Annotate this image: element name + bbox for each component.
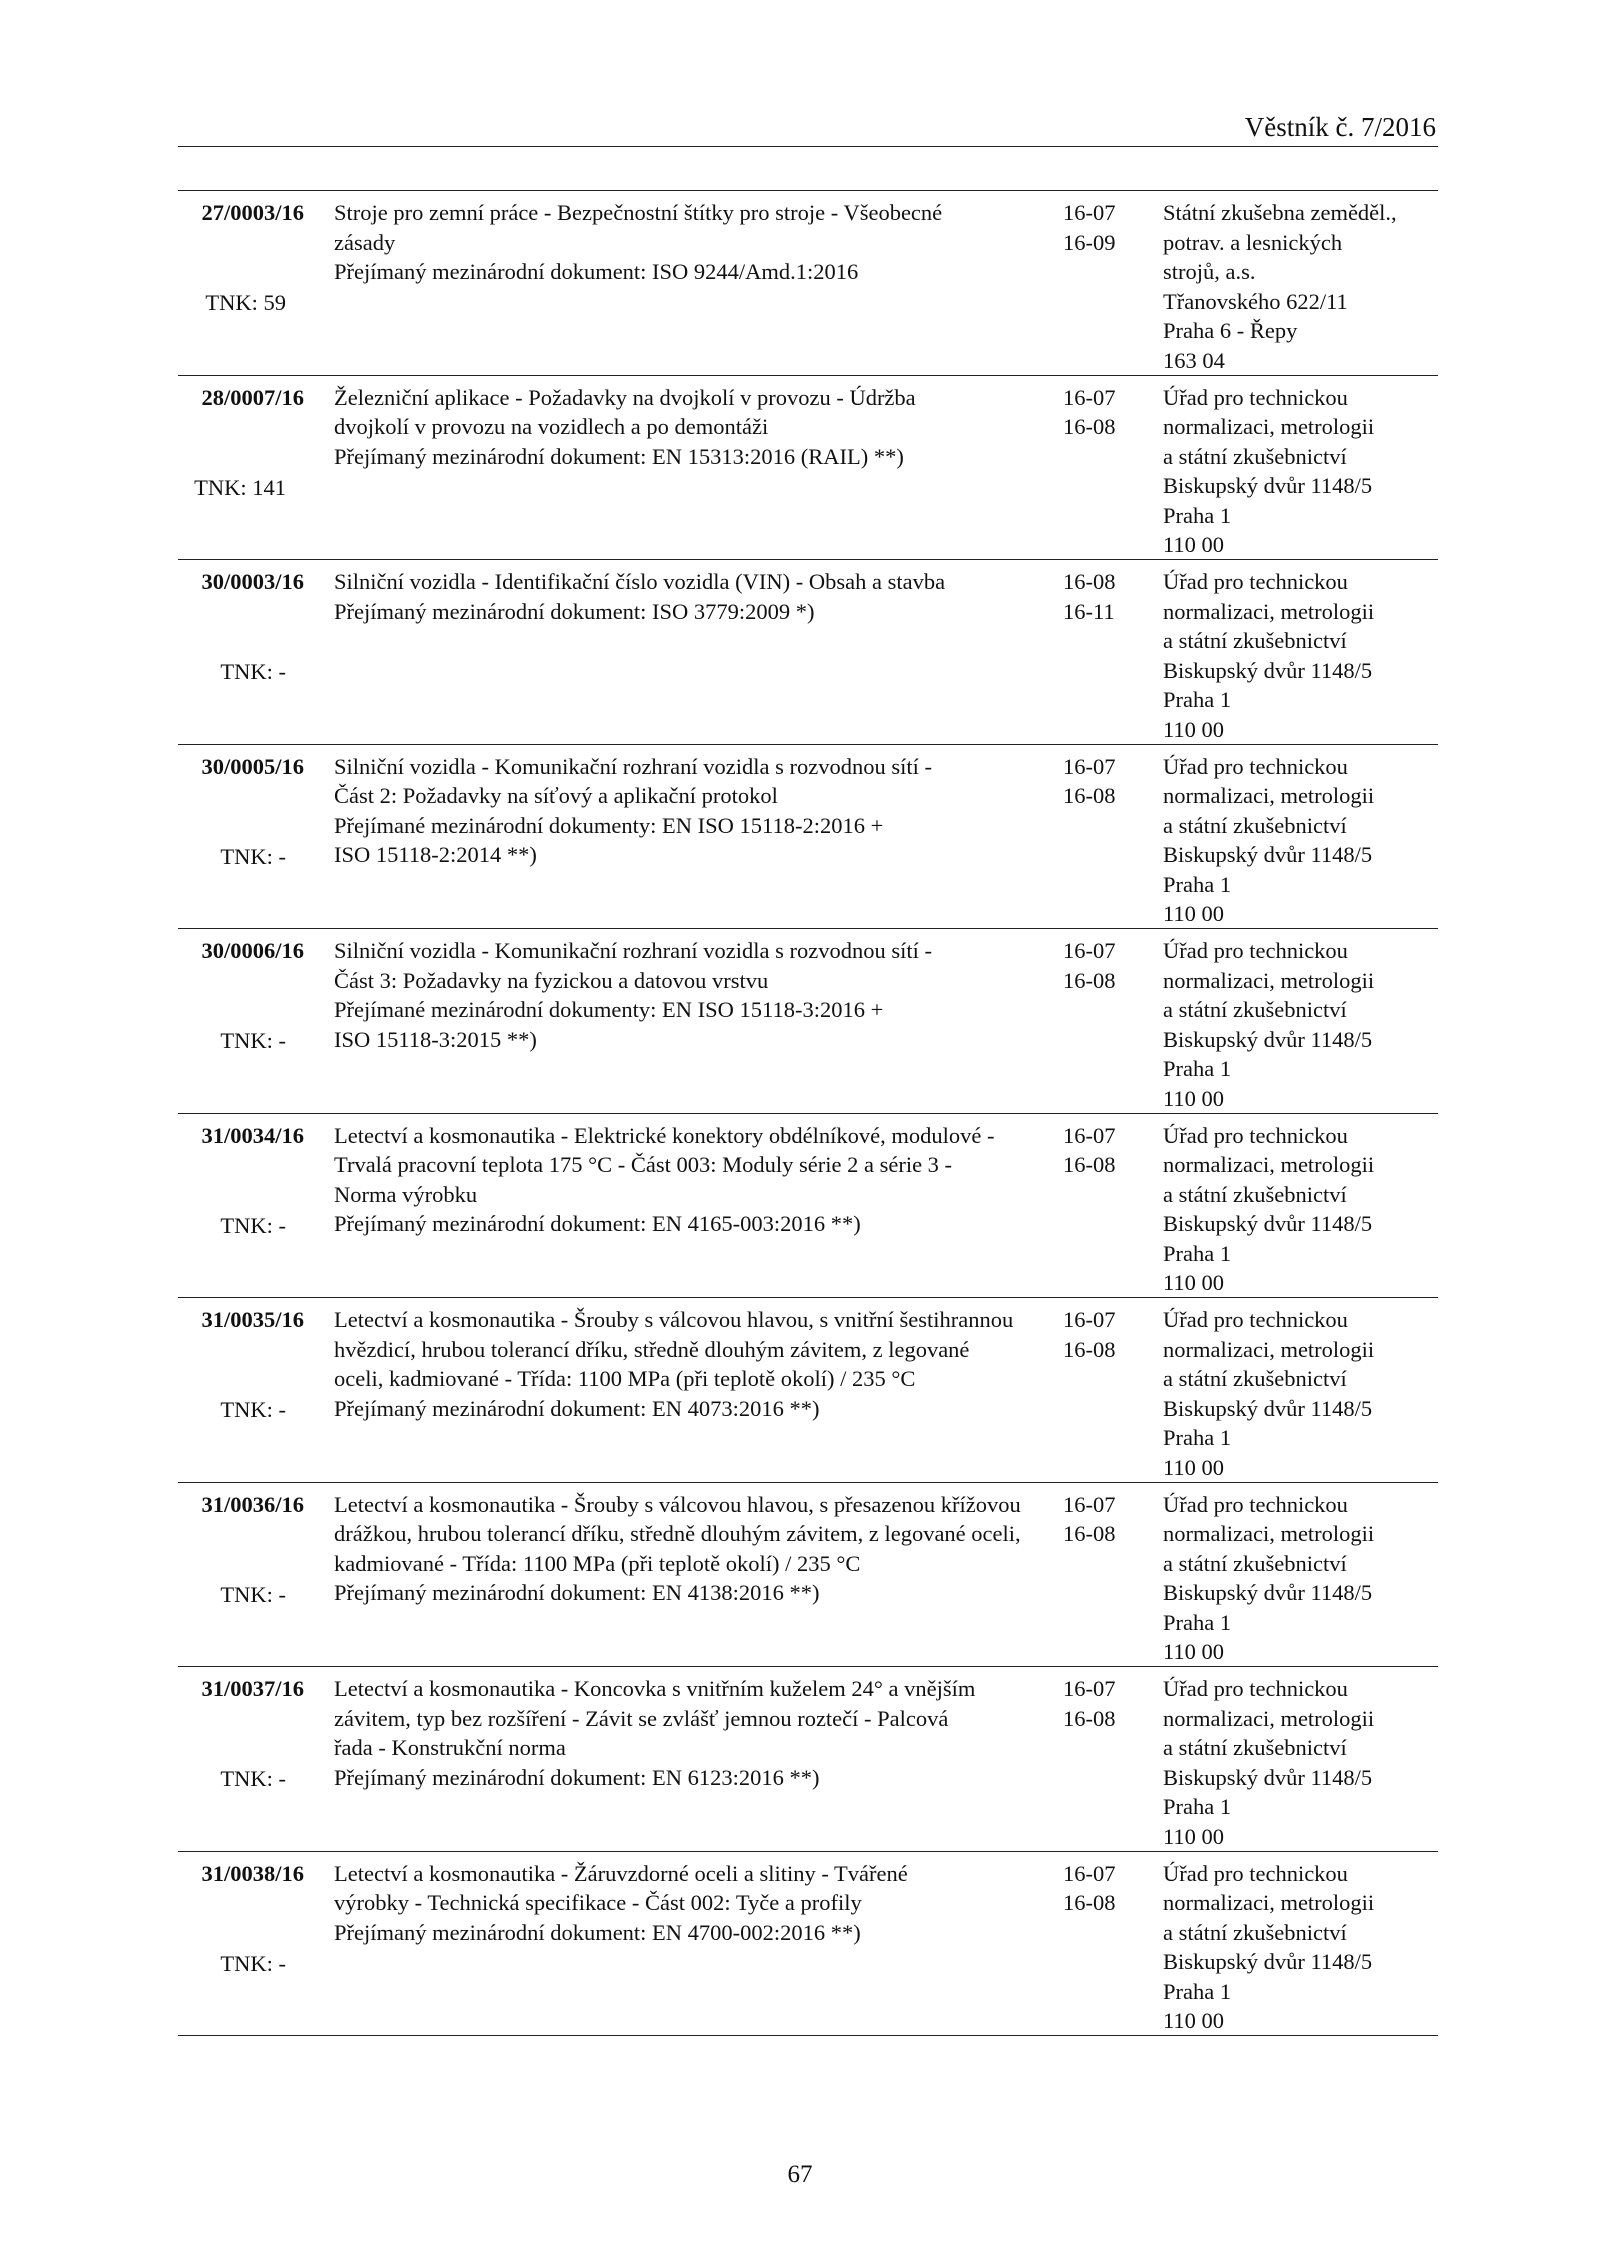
description-line: Přejímaný mezinárodní dokument: EN 4165-003:2016 **)	[334, 1211, 861, 1236]
entry-codes	[1063, 936, 1143, 995]
institution-line: Úřad pro technickou	[1163, 384, 1348, 410]
entry-codes	[1063, 1121, 1143, 1180]
institution-line: normalizaci, metrologii	[1163, 783, 1375, 808]
code-line: 16-11	[1063, 598, 1115, 624]
description-line: dvojkolí v provozu na vozidlech a po demontáži	[334, 414, 769, 439]
institution-line: Praha 1	[1163, 1425, 1232, 1450]
entry-number: 31/0034/16	[201, 1122, 304, 1148]
institution-line: Úřad pro technickou	[1163, 1122, 1348, 1148]
institution-line: a státní zkušebnictví	[1163, 1181, 1347, 1207]
institution-line: strojů, a.s.	[1163, 259, 1256, 284]
code-line: 16-07	[1063, 1860, 1116, 1886]
institution-line: a státní zkušebnictví	[1163, 628, 1347, 653]
entry-number: 27/0003/16	[201, 200, 304, 225]
code-line: 16-08	[1063, 967, 1116, 993]
entry-institution	[1163, 1859, 1438, 2036]
institution-line: Praha 1	[1163, 1978, 1232, 2004]
institution-line: normalizaci, metrologii	[1163, 1521, 1375, 1546]
code-line: 16-08	[1063, 414, 1116, 439]
description-line: Přejímaný mezinárodní dokument: ISO 9244/Amd.1:2016	[334, 259, 859, 284]
description-line: závitem, typ bez rozšíření - Závit se zvlášť jemnou roztečí - Palcová	[334, 1705, 949, 1731]
entry-number: 30/0005/16	[201, 753, 304, 779]
description-line: Přejímané mezinárodní dokumenty: EN ISO 15118-3:2016 +	[334, 997, 884, 1022]
description-line: ISO 15118-2:2014 **)	[334, 842, 537, 867]
institution-line: Praha 1	[1163, 502, 1232, 528]
entry-institution	[1163, 1674, 1438, 1851]
institution-line: 110 00	[1163, 2008, 1225, 2033]
institution-line: Praha 1	[1163, 1794, 1232, 1819]
institution-line: normalizaci, metrologii	[1163, 967, 1375, 993]
entry-institution	[1163, 936, 1438, 1113]
entry-codes	[1063, 1859, 1143, 1918]
description-line: Část 3: Požadavky na fyzickou a datovou vrstvu	[334, 967, 769, 993]
description-line: Letectví a kosmonautika - Elektrické konektory obdélníkové, modulové -	[334, 1122, 995, 1148]
code-line: 16-07	[1063, 1307, 1116, 1332]
entry-institution	[1163, 752, 1438, 929]
institution-line: Státní zkušebna zeměděl.,	[1163, 200, 1397, 225]
code-line: 16-08	[1063, 1152, 1116, 1177]
entry-tnk: TNK: -	[220, 843, 286, 869]
institution-line: Třanovského 622/11	[1163, 288, 1348, 314]
description-line: hvězdicí, hrubou tolerancí dříku, středně dlouhým závitem, z legované	[334, 1336, 970, 1362]
institution-line: Úřad pro technickou	[1163, 1307, 1348, 1332]
entry-codes	[1063, 198, 1143, 257]
code-line: 16-07	[1063, 1491, 1116, 1517]
institution-line: 110 00	[1163, 1085, 1225, 1111]
page-number: 67	[787, 2161, 813, 2188]
description-line: Přejímaný mezinárodní dokument: EN 15313:2016 (RAIL) **)	[334, 443, 904, 469]
institution-line: Praha 1	[1163, 1056, 1232, 1081]
institution-line: 110 00	[1163, 901, 1225, 926]
institution-line: Úřad pro technickou	[1163, 938, 1348, 963]
institution-line: 110 00	[1163, 1270, 1225, 1295]
description-line: Letectví a kosmonautika - Žáruvzdorné oceli a slitiny - Tvářené	[334, 1860, 908, 1886]
standard-entry	[178, 1667, 1438, 1852]
entry-tnk: TNK: -	[220, 1766, 286, 1791]
institution-line: Biskupský dvůr 1148/5	[1163, 1395, 1373, 1421]
code-line: 16-08	[1063, 1890, 1116, 1915]
institution-line: Biskupský dvůr 1148/5	[1163, 1949, 1373, 1974]
institution-line: 110 00	[1163, 716, 1225, 742]
code-line: 16-08	[1063, 569, 1116, 594]
standard-entry	[178, 1852, 1438, 2037]
entry-tnk: TNK: -	[220, 1581, 286, 1607]
institution-line: potrav. a lesnických	[1163, 229, 1343, 255]
code-line: 16-08	[1063, 1521, 1116, 1546]
entry-institution	[1163, 1490, 1438, 1667]
institution-line: 163 04	[1163, 347, 1225, 373]
institution-line: Biskupský dvůr 1148/5	[1163, 1580, 1373, 1605]
code-line: 16-08	[1063, 1705, 1116, 1731]
institution-line: Úřad pro technickou	[1163, 753, 1348, 779]
entry-codes	[1063, 383, 1143, 442]
description-line: kadmiované - Třída: 1100 MPa (při teplotě okolí) / 235 °C	[334, 1550, 861, 1576]
institution-line: 110 00	[1163, 1454, 1225, 1480]
institution-line: normalizaci, metrologii	[1163, 414, 1375, 439]
institution-line: a státní zkušebnictví	[1163, 812, 1347, 838]
institution-line: a státní zkušebnictví	[1163, 1919, 1347, 1945]
entry-institution	[1163, 1121, 1438, 1298]
description-line: Letectví a kosmonautika - Šrouby s válcovou hlavou, s přesazenou křížovou	[334, 1491, 1021, 1517]
entry-institution	[1163, 1305, 1438, 1482]
institution-line: Úřad pro technickou	[1163, 1491, 1348, 1517]
entry-codes	[1063, 567, 1143, 626]
description-line: řada - Konstrukční norma	[334, 1735, 566, 1760]
description-line: ISO 15118-3:2015 **)	[334, 1026, 537, 1052]
entry-number: 31/0037/16	[201, 1676, 304, 1701]
description-line: Část 2: Požadavky na síťový a aplikační protokol	[334, 783, 778, 808]
institution-line: Úřad pro technickou	[1163, 569, 1348, 594]
entry-codes	[1063, 1490, 1143, 1549]
standards-list	[178, 190, 1438, 2036]
description-line: Letectví a kosmonautika - Šrouby s válcovou hlavou, s vnitřní šestihrannou	[334, 1307, 1014, 1332]
institution-line: Biskupský dvůr 1148/5	[1163, 842, 1373, 867]
institution-line: 110 00	[1163, 1823, 1225, 1849]
institution-line: Praha 1	[1163, 1609, 1232, 1635]
description-line: Silniční vozidla - Komunikační rozhraní vozidla s rozvodnou sítí -	[334, 753, 932, 779]
institution-line: a státní zkušebnictví	[1163, 443, 1347, 469]
institution-line: a státní zkušebnictví	[1163, 1366, 1347, 1391]
institution-line: Biskupský dvůr 1148/5	[1163, 1026, 1373, 1052]
institution-line: Praha 1	[1163, 871, 1232, 897]
institution-line: Praha 1	[1163, 1240, 1232, 1266]
standard-entry	[178, 376, 1438, 561]
institution-line: a státní zkušebnictví	[1163, 1735, 1347, 1760]
description-line: Letectví a kosmonautika - Koncovka s vnitřním kuželem 24° a vnějším	[334, 1676, 976, 1701]
code-line: 16-07	[1063, 384, 1116, 410]
code-line: 16-07	[1063, 753, 1116, 779]
code-line: 16-07	[1063, 938, 1116, 963]
description-line: Přejímaný mezinárodní dokument: EN 4073:2016 **)	[334, 1395, 820, 1421]
institution-line: 110 00	[1163, 1639, 1225, 1664]
entry-tnk: TNK: 141	[194, 474, 286, 500]
description-line: Přejímaný mezinárodní dokument: ISO 3779:2009 *)	[334, 598, 815, 624]
page-header	[178, 112, 1438, 147]
institution-line: Biskupský dvůr 1148/5	[1163, 1211, 1373, 1236]
institution-line: a státní zkušebnictví	[1163, 1550, 1347, 1576]
entry-tnk: TNK: -	[220, 1397, 286, 1422]
code-line: 16-07	[1063, 1676, 1116, 1701]
institution-line: a státní zkušebnictví	[1163, 997, 1347, 1022]
institution-line: normalizaci, metrologii	[1163, 598, 1375, 624]
entry-number: 31/0038/16	[201, 1860, 304, 1886]
description-line: Přejímané mezinárodní dokumenty: EN ISO 15118-2:2016 +	[334, 812, 884, 838]
institution-line: Biskupský dvůr 1148/5	[1163, 657, 1373, 683]
code-line: 16-08	[1063, 1336, 1116, 1362]
code-line: 16-07	[1063, 1122, 1116, 1148]
entry-institution	[1163, 383, 1438, 560]
code-line: 16-07	[1063, 200, 1116, 225]
entry-number: 31/0036/16	[201, 1491, 304, 1517]
institution-line: Praha 6 - Řepy	[1163, 318, 1298, 343]
entry-number: 30/0003/16	[201, 569, 304, 594]
standard-entry	[178, 1298, 1438, 1483]
institution-line: Praha 1	[1163, 687, 1232, 712]
institution-line: Úřad pro technickou	[1163, 1860, 1348, 1886]
standard-entry	[178, 560, 1438, 745]
journal-title: Věstník č. 7/2016	[1244, 112, 1436, 142]
entry-institution	[1163, 567, 1438, 744]
description-line: drážkou, hrubou tolerancí dříku, středně dlouhým závitem, z legované oceli,	[334, 1521, 1021, 1546]
institution-line: normalizaci, metrologii	[1163, 1336, 1375, 1362]
description-line: Stroje pro zemní práce - Bezpečnostní štítky pro stroje - Všeobecné	[334, 200, 943, 225]
description-line: Přejímaný mezinárodní dokument: EN 4700-002:2016 **)	[334, 1919, 861, 1945]
description-line: Přejímaný mezinárodní dokument: EN 4138:2016 **)	[334, 1580, 820, 1605]
standard-entry	[178, 929, 1438, 1114]
standard-entry	[178, 1114, 1438, 1299]
entry-codes	[1063, 1305, 1143, 1364]
entry-tnk: TNK: -	[220, 659, 286, 684]
code-line: 16-08	[1063, 783, 1116, 808]
description-line: Silniční vozidla - Komunikační rozhraní vozidla s rozvodnou sítí -	[334, 938, 932, 963]
description-line: výrobky - Technická specifikace - Část 002: Tyče a profily	[334, 1890, 862, 1915]
entry-number: 28/0007/16	[201, 384, 304, 410]
institution-line: normalizaci, metrologii	[1163, 1705, 1375, 1731]
institution-line: normalizaci, metrologii	[1163, 1890, 1375, 1915]
entry-tnk: TNK: 59	[205, 290, 286, 315]
standard-entry	[178, 1483, 1438, 1668]
description-line: zásady	[334, 229, 396, 255]
entry-codes	[1063, 752, 1143, 811]
entry-tnk: TNK: -	[220, 1950, 286, 1976]
entry-number: 30/0006/16	[201, 938, 304, 963]
institution-line: Biskupský dvůr 1148/5	[1163, 1764, 1373, 1790]
description-line: Trvalá pracovní teplota 175 °C - Část 003: Moduly série 2 a série 3 -	[334, 1152, 953, 1177]
institution-line: Úřad pro technickou	[1163, 1676, 1348, 1701]
description-line: oceli, kadmiované - Třída: 1100 MPa (při teplotě okolí) / 235 °C	[334, 1366, 916, 1391]
institution-line: 110 00	[1163, 532, 1225, 557]
institution-line: normalizaci, metrologii	[1163, 1152, 1375, 1177]
entry-number: 31/0035/16	[201, 1307, 304, 1332]
entry-codes	[1063, 1674, 1143, 1733]
code-line: 16-09	[1063, 229, 1116, 255]
entry-tnk: TNK: -	[220, 1028, 286, 1053]
description-line: Norma výrobku	[334, 1181, 478, 1207]
entry-institution	[1163, 198, 1438, 375]
description-line: Železniční aplikace - Požadavky na dvojkolí v provozu - Údržba	[334, 384, 916, 410]
standard-entry	[178, 745, 1438, 930]
standard-entry	[178, 191, 1438, 376]
description-line: Silniční vozidla - Identifikační číslo vozidla (VIN) - Obsah a stavba	[334, 569, 946, 594]
institution-line: Biskupský dvůr 1148/5	[1163, 473, 1373, 498]
entry-tnk: TNK: -	[220, 1212, 286, 1238]
description-line: Přejímaný mezinárodní dokument: EN 6123:2016 **)	[334, 1764, 820, 1790]
